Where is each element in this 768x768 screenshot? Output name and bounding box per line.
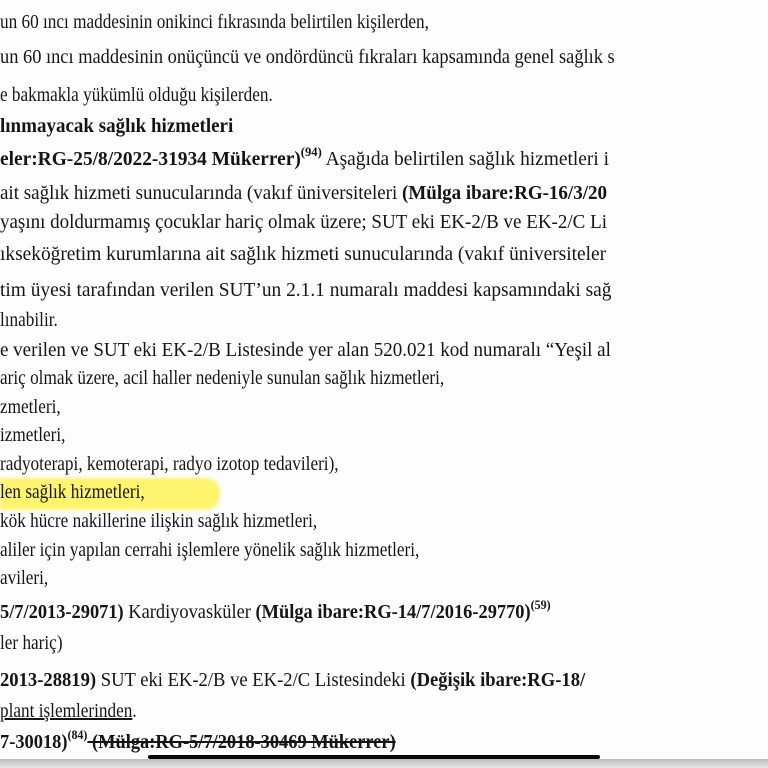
text-segment: eler:RG-25/8/2022-31934 Mükerrer) (0, 148, 301, 170)
text-segment: len sağlık hizmetleri, (0, 481, 145, 503)
text-line (0, 45, 615, 69)
text-line (0, 114, 233, 138)
text-segment: (Mülga ibare:RG-16/3/20 (402, 182, 607, 204)
text-segment: lınabilir. (0, 309, 58, 331)
text-segment: Kardiyovasküler (123, 601, 256, 623)
text-segment: un 60 ıncı maddesinin onikinci fıkrasında belirtilen kişilerden, (0, 11, 429, 33)
text-segment: (Değişik ibare:RG-18/ (410, 669, 586, 691)
text-line (0, 423, 65, 447)
text-segment: 7-30018) (0, 731, 68, 753)
text-segment: yaşını doldurmamış çocuklar hariç olmak üzere; SUT eki EK-2/B ve EK-2/C Li (0, 211, 607, 233)
text-segment: lınmayacak sağlık hizmetleri (0, 115, 234, 137)
footnote-reference: (84) (67, 727, 88, 742)
text-segment: ıkseköğretim kurumlarına ait sağlık hizmeti sunucularında (vakıf üniversiteler (0, 243, 607, 265)
text-line (0, 509, 317, 533)
text-line (0, 480, 145, 504)
text-segment: tim üyesi tarafından verilen SUT’un 2.1.1 numaralı maddesi kapsamındaki sağ (0, 279, 612, 301)
text-segment: avileri, (0, 567, 49, 589)
footnote-reference: (94) (300, 144, 322, 159)
text-line (0, 727, 396, 754)
text-segment: (Mülga:RG-5/7/2018-30469 Mükerrer) (87, 731, 396, 753)
text-line (0, 668, 585, 692)
text-segment: zmetleri, (0, 396, 61, 418)
text-segment: ariç olmak üzere, acil haller nedeniyle sunulan sağlık hizmetleri, (0, 367, 445, 389)
text-segment: plant işlemlerinden (0, 700, 133, 722)
text-segment: un 60 ıncı maddesinin onüçüncü ve ondördüncü fıkraları kapsamında genel sağlık s (0, 46, 615, 68)
page-bottom-edge (0, 759, 768, 768)
text-segment: kök hücre nakillerine ilişkin sağlık hizmetleri, (0, 510, 318, 532)
footnote-reference: (59) (530, 597, 551, 612)
text-segment: izmetleri, (0, 424, 66, 446)
text-line (0, 10, 429, 34)
text-line (0, 366, 444, 390)
text-segment: e bakmakla yükümlü olduğu kişilerden. (0, 84, 273, 106)
text-segment: ler hariç) (0, 632, 63, 654)
text-line (0, 242, 606, 266)
text-segment: 2013-28819) (0, 669, 97, 691)
text-line (0, 395, 61, 419)
text-segment: ait sağlık hizmeti sunucularında (vakıf üniversiteleri (0, 182, 403, 204)
text-line (0, 597, 551, 624)
text-line (0, 181, 607, 205)
text-segment: . (132, 700, 137, 722)
text-segment: SUT eki EK-2/B ve EK-2/C Listesindeki (96, 669, 411, 691)
text-segment: 5/7/2013-29071) (0, 601, 124, 623)
text-line (0, 308, 58, 332)
text-line (0, 278, 611, 302)
text-line (0, 631, 63, 655)
text-line (0, 538, 419, 562)
text-line (0, 452, 339, 476)
text-line (0, 566, 48, 590)
text-segment: Aşağıda belirtilen sağlık hizmetleri i (321, 148, 609, 170)
text-line (0, 144, 609, 171)
text-line (0, 83, 273, 107)
text-segment: radyoterapi, kemoterapi, radyo izotop tedavileri), (0, 453, 339, 475)
text-segment: aliler için yapılan cerrahi işlemlere yönelik sağlık hizmetleri, (0, 539, 420, 561)
text-segment: e verilen ve SUT eki EK-2/B Listesinde yer alan 520.021 kod numaralı “Yeşil al (0, 339, 611, 361)
text-line (0, 210, 607, 234)
text-segment: (Mülga ibare:RG-14/7/2016-29770) (255, 601, 531, 623)
text-line (0, 699, 137, 723)
text-line (0, 338, 611, 362)
